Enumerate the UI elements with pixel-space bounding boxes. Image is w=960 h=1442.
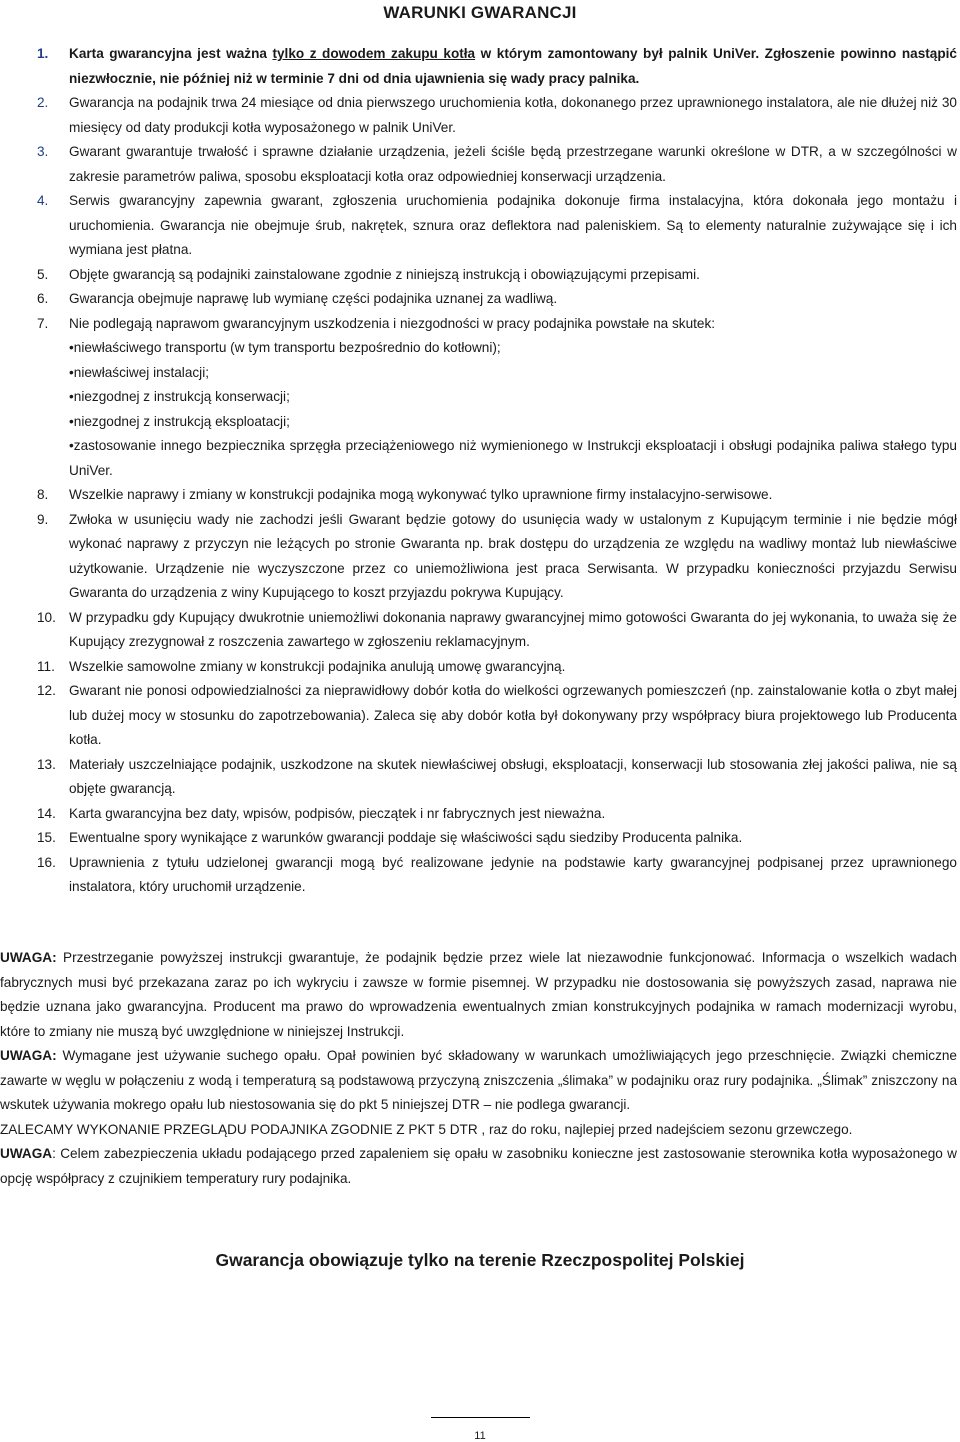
term-text: W przypadku gdy Kupujący dwukrotnie uniemożliwi dokonania naprawy gwarancyjnej mimo gotowości Gwaranta do jej wykonania, to uważa się że Kupujący zrezygnował z roszczenia zawartego w zgłoszeniu reklamacyjnym. (69, 609, 957, 649)
term-item (0, 679, 957, 753)
territory-statement: Gwarancja obowiązuje tylko na terenie Rzeczpospolitej Polskiej (215, 1250, 745, 1270)
cause-text: niewłaściwej instalacji; (73, 364, 209, 380)
cause-item (69, 385, 957, 410)
cause-item (69, 361, 957, 386)
note-label: UWAGA: (0, 950, 57, 965)
cause-item (69, 410, 957, 435)
cause-text: niezgodnej z instrukcją eksploatacji; (73, 413, 290, 429)
term-number: 15. (37, 830, 56, 845)
term-text: Wszelkie samowolne zmiany w konstrukcji podajnika anulują umowę gwarancyjną. (69, 658, 566, 674)
bullet-icon: • (69, 364, 74, 380)
note-paragraph (0, 1142, 957, 1191)
term-number: 13. (37, 756, 56, 772)
cause-text: niewłaściwego transportu (w tym transportu bezpośrednio do kotłowni); (73, 340, 501, 355)
term-text: Karta gwarancyjna jest ważna (69, 46, 273, 61)
note-text: Przestrzeganie powyższej instrukcji gwarantuje, że podajnik będzie przez wiele lat niezawodnie funkcjonować. Informacja o wszelkich wadach fabrycznych musi być przekazana zaraz po ich wykryciu i zawsze w formie pisemnej. W przypadku nie dostosowania się powyższych zasad, naprawa nie będzie uznana jako gwarancyjna. Producent ma prawo do wprowadzenia ewentualnych zmian konstrukcyjnych podajnika w ramach modernizacji wyrobu, które to zmiany nie muszą być uwzględnione w niniejszej Instrukcji. (0, 950, 957, 1039)
note-text: : Celem zabezpieczenia układu podającego przed zapaleniem się opału w zasobniku konieczne jest zastosowanie sterownika kotła wyposażonego w opcję współpracy z czujnikiem temperatury rury podajnika. (0, 1146, 957, 1186)
term-text: Gwarancja na podajnik trwa 24 miesiące od dnia pierwszego uruchomienia kotła, dokonanego przez uprawnionego instalatora, ale nie dłużej niż 30 miesięcy od daty produkcji kotła wyposażonego w palnik UniVer. (69, 95, 957, 135)
term-number: 5. (37, 266, 49, 282)
term-item (0, 189, 957, 263)
term-number: 8. (37, 487, 49, 502)
term-number: 3. (37, 144, 49, 159)
warranty-terms-list (0, 42, 957, 900)
term-text: Gwarant gwarantuje trwałość i sprawne działanie urządzenia, jeżeli ściśle będą przestrzegane warunki określone w DTR, a w szczególności w zakresie parametrów paliwa, sposobu eksploatacji kotła oraz odpowiedniej konserwacji urządzenia. (69, 144, 957, 184)
term-number: 14. (37, 805, 56, 821)
cause-text: zastosowanie innego bezpiecznika sprzęgła przeciążeniowego niż wymienionego w Instrukcji eksploatacji i obsługi podajnika paliwa stałego typu UniVer. (69, 438, 957, 478)
term-text: Wszelkie naprawy i zmiany w konstrukcji podajnika mogą wykonywać tylko uprawnione firmy instalacyjno-serwisowe. (69, 487, 773, 502)
note-label: UWAGA (0, 1146, 53, 1161)
term-item (0, 42, 957, 91)
bullet-icon: • (69, 413, 74, 429)
term-number: 9. (37, 511, 49, 527)
term-number: 11. (37, 658, 55, 674)
term-text: Uprawnienia z tytułu udzielonej gwarancji mogą być realizowane jedynie na podstawie karty gwarancyjnej podpisanej przez uprawnionego instalatora, który uruchomił urządzenie. (69, 854, 957, 894)
note-paragraph (0, 1044, 957, 1118)
note-paragraph (0, 946, 957, 1044)
notes-section (0, 946, 957, 1191)
page-number: 11 (474, 1430, 486, 1442)
term-item (0, 483, 957, 508)
page-title: WARUNKI GWARANCJI (383, 3, 577, 22)
term-text: Materiały uszczelniające podajnik, uszkodzone na skutek niewłaściwej obsługi, eksploatacji, konserwacji lub stosowania złej jakości paliwa, nie są objęte gwarancją. (69, 756, 957, 796)
term-text: Ewentualne spory wynikające z warunków gwarancji poddaje się właściwości sądu siedziby Producenta palnika. (69, 830, 743, 845)
cause-item (69, 434, 957, 483)
term-number: 7. (37, 315, 49, 331)
term-text: Gwarant nie ponosi odpowiedzialności za nieprawidłowy dobór kotła do wielkości ogrzewanych pomieszczeń (np. zainstalowanie kotła o zbyt małej lub dużej mocy w stosunku do zapotrzebowania). Zaleca się aby dobór kotła był dokonywany przy współpracy biura projektowego lub Producenta kotła. (69, 683, 957, 747)
term-number: 4. (37, 193, 49, 208)
term-item (0, 655, 957, 680)
term-number: 10. (37, 609, 56, 625)
exclusion-causes-list (69, 336, 957, 483)
cause-text: niezgodnej z instrukcją konserwacji; (73, 389, 290, 404)
term-item (0, 508, 957, 606)
cause-item (69, 336, 957, 361)
note-paragraph (0, 1118, 957, 1143)
term-number: 12. (37, 683, 56, 698)
term-number: 1. (37, 46, 49, 61)
bullet-icon: • (69, 340, 74, 355)
term-number: 2. (37, 95, 49, 110)
term-text: Karta gwarancyjna bez daty, wpisów, podpisów, pieczątek i nr fabrycznych jest nieważna. (69, 805, 606, 821)
bullet-icon: • (69, 438, 74, 453)
term-text: Objęte gwarancją są podajniki zainstalowane zgodnie z niniejszą instrukcją i obowiązującymi przepisami. (69, 266, 700, 282)
term-item (0, 287, 957, 312)
term-text: Zwłoka w usunięciu wady nie zachodzi jeśli Gwarant będzie gotowy do usunięcia wady w ustalonym z Kupującym terminie i nie będzie mógł wykonać naprawy z przyczyn nie leżących po stronie Gwaranta np. brak dostępu do urządzenia ze względu na wadliwy montaż lub niewłaściwe użytkowanie. Urządzenie nie wyczyszczone przez co uniemożliwiona jest praca Serwisanta. W przypadku konieczności przyjazdu Serwisu Gwaranta do urządzenia z winy Kupującego to koszt przyjazdu pokrywa Kupujący. (69, 511, 957, 600)
term-item (0, 753, 957, 802)
term-item (0, 140, 957, 189)
bullet-icon: • (69, 389, 74, 404)
term-item (0, 802, 957, 827)
term-item (0, 606, 957, 655)
note-text: ZALECAMY WYKONANIE PRZEGLĄDU PODAJNIKA ZGODNIE Z PKT 5 DTR , raz do roku, najlepiej przed nadejściem sezonu grzewczego. (0, 1121, 853, 1137)
term-item (0, 312, 957, 484)
term-item (0, 263, 957, 288)
term-item (0, 851, 957, 900)
footer-divider (431, 1417, 530, 1418)
term-number: 16. (37, 854, 56, 870)
term-item (0, 826, 957, 851)
term-text: Nie podlegają naprawom gwarancyjnym uszkodzenia i niezgodności w pracy podajnika powstałe na skutek: (69, 315, 716, 331)
term-number: 6. (37, 291, 49, 306)
term-text-underlined: tylko z dowodem zakupu kotła (272, 46, 476, 61)
term-text: w którym zamontowany był palnik UniVer. Zgłoszenie powinno nastąpić niezwłocznie, nie później niż w terminie 7 dni od dnia ujawnienia się wady pracy palnika. (69, 46, 957, 86)
term-text: Gwarancja obejmuje naprawę lub wymianę części podajnika uznanej za wadliwą. (69, 291, 558, 306)
note-label: UWAGA: (0, 1048, 57, 1063)
term-text: Serwis gwarancyjny zapewnia gwarant, zgłoszenia uruchomienia podajnika dokonuje firma instalacyjna, która dokonała jego montażu i uruchomienia. Gwarancja nie obejmuje śrub, nakrętek, sznura oraz deflektora nad paleniskiem. Są to elementy naturalnie zużywające się i ich wymiana jest płatna. (69, 193, 957, 257)
note-text: Wymagane jest używanie suchego opału. Opał powinien być składowany w warunkach umożliwiających jego przeschnięcie. Związki chemiczne zawarte w węglu w połączeniu z wodą i temperaturą są podstawową przyczyną zniszczenia „ślimaka” w podajniku oraz rury podajnika. „Ślimak” zniszczony na wskutek używania mokrego opału lub niestosowania się do pkt 5 niniejszej DTR – nie podlega gwarancji. (0, 1048, 957, 1112)
term-item (0, 91, 957, 140)
